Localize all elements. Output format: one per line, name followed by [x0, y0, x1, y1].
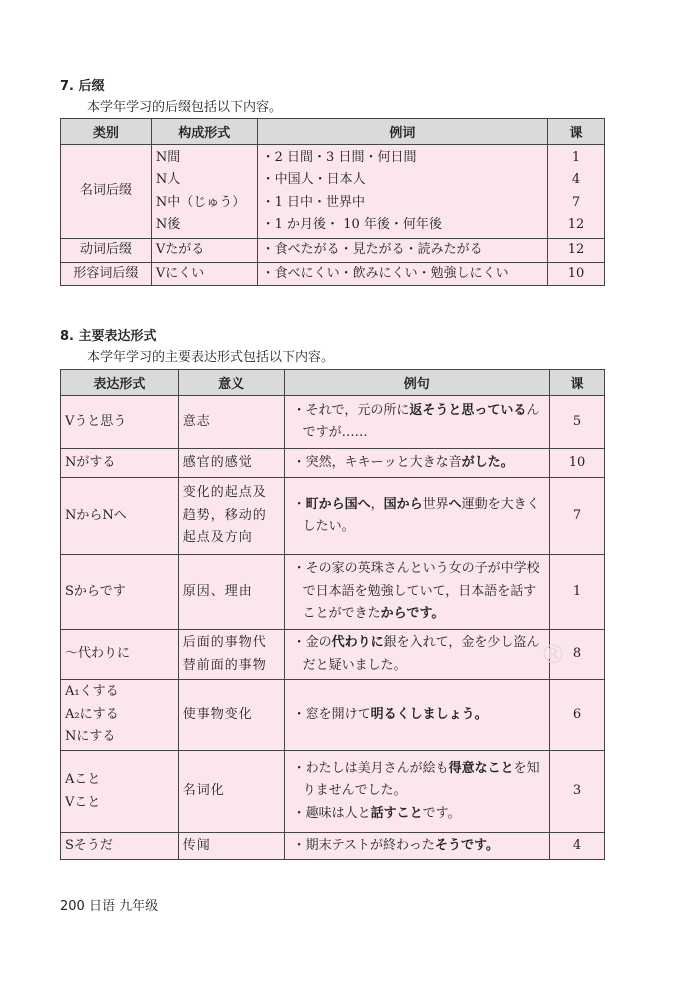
table-row [61, 396, 605, 449]
form-cell [151, 262, 257, 286]
example-cell [257, 145, 547, 239]
sentence-text: を知りませんでした。 [302, 760, 540, 799]
header-example-sentence: 例句 [284, 370, 549, 396]
key-expression: 国から [383, 496, 423, 512]
suffix-form: N人 [155, 172, 181, 187]
example-words: ・1 か月後・ 10 年後・何年後 [261, 217, 442, 232]
example-words: ・食べにくい・飲みにくい・勉強しにくい [261, 265, 509, 281]
sentence-text: 趣味は人と [305, 805, 371, 821]
meaning-cell: 意志 [178, 396, 284, 449]
sentence-text: 金の [305, 635, 332, 650]
expression-form: Sそうだ [65, 837, 113, 853]
expression-form: A₂にする [65, 706, 119, 722]
expressions-table [60, 369, 605, 860]
lesson-number: 12 [567, 217, 585, 232]
sentence-text: わたしは美月さんが絵も [305, 760, 449, 776]
lesson-number: 1 [571, 149, 581, 165]
table-row [61, 833, 605, 860]
key-expression: へ [448, 496, 462, 512]
example-cell [284, 449, 549, 478]
example-sentence: ・趣味は人と話すことです。 [292, 805, 461, 821]
expression-cell [61, 396, 179, 449]
key-expression: そうです。 [434, 837, 499, 853]
key-expression: 明るくしましょう。 [370, 706, 488, 722]
lesson-cell: 4 [550, 833, 605, 860]
sentence-text: 期末テストが終わった [305, 837, 435, 853]
key-expression: 得意なこと [448, 760, 514, 776]
lesson-cell [548, 262, 605, 286]
example-words: ・1 日中・世界中 [261, 194, 366, 210]
example-sentence: ・その家の英珠さんという女の子が中学校で日本語を勉強していて，日本語を話すことができたからです。 [292, 561, 540, 622]
expression-form: NからNへ [65, 507, 127, 523]
lesson-number: 4 [571, 172, 581, 187]
sentence-text: んですが…… [302, 402, 540, 440]
example-cell [284, 751, 549, 833]
expression-form: Aこと [65, 772, 101, 787]
example-sentence: ・それで，元の所に返そうと思っているんですが…… [292, 402, 540, 440]
category-cell: 形容词后缀 [61, 262, 152, 286]
table-row [61, 239, 605, 263]
lesson-cell: 1 [550, 555, 605, 630]
sentence-text: 突然，キキーッと大きな音 [305, 454, 462, 470]
example-sentence: ・わたしは美月さんが絵も得意なことを知りませんでした。 [292, 760, 540, 799]
suffix-form: N中（じゅう） [155, 194, 246, 210]
meaning-cell: 原因、理由 [178, 555, 284, 630]
lesson-number: 7 [571, 194, 581, 210]
sentence-text: それで，元の所に [305, 402, 410, 418]
example-words: ・中国人・日本人 [261, 172, 366, 187]
category-cell: 动词后缀 [61, 239, 152, 263]
section7-title: 7. 后缀 [60, 79, 105, 94]
header-examples: 例词 [257, 119, 547, 145]
suffix-form: N後 [155, 217, 181, 232]
form-cell [151, 239, 257, 263]
meaning-cell: 使事物变化 [178, 680, 284, 751]
lesson-cell [548, 145, 605, 239]
key-expression: がした。 [461, 454, 514, 470]
key-expression: 町から国へ [305, 496, 371, 512]
key-expression: からです。 [380, 606, 445, 622]
sentence-text: 世界 [422, 496, 449, 512]
header-expression: 表达形式 [61, 370, 179, 396]
table-row [61, 630, 605, 680]
example-cell [284, 833, 549, 860]
suffix-form: Vたがる [155, 242, 205, 257]
expression-form: Vこと [65, 794, 101, 810]
table-row [61, 145, 605, 239]
table-row [61, 449, 605, 478]
lesson-cell: 10 [550, 449, 605, 478]
page-footer: 200 日语 九年级 [60, 899, 159, 914]
example-cell [284, 555, 549, 630]
table-row [61, 262, 605, 286]
example-sentence: ・窓を開けて明るくしましょう。 [292, 706, 488, 722]
expression-cell [61, 449, 179, 478]
category-cell: 名词后缀 [61, 145, 152, 239]
example-cell [257, 262, 547, 286]
expression-form: Nがする [65, 454, 116, 470]
example-words: ・食べたがる・見たがる・読みたがる [261, 242, 483, 257]
lesson-cell: 6 [550, 680, 605, 751]
expression-form: ～代わりに [65, 646, 131, 662]
sentence-text: 銀を入れて，金を少し盗んだと疑いました。 [302, 635, 540, 673]
meaning-cell: 感官的感觉 [178, 449, 284, 478]
key-expression: 代わりに [331, 635, 384, 650]
sentence-text: ， [370, 496, 384, 512]
expression-form: A₁くする [65, 684, 119, 700]
sentence-text: 運動を大きくしたい。 [302, 496, 540, 534]
meaning-cell: 变化的起点及趋势，移动的起点及方向 [178, 478, 284, 555]
key-expression: 話すこと [370, 805, 423, 821]
expression-cell [61, 478, 179, 555]
header-lesson: 课 [548, 119, 605, 145]
example-sentence: ・町から国へ，国から世界へ運動を大きくしたい。 [292, 496, 540, 534]
expression-form: Vうと思う [65, 413, 127, 429]
sentence-text: その家の英珠さんという女の子が中学校で日本語を勉強していて，日本語を話すことができた [302, 561, 540, 622]
section7-intro: 本学年学习的后缀包括以下内容。 [87, 100, 283, 115]
sentence-text: 窓を開けて [305, 706, 371, 722]
meaning-cell: 传闻 [178, 833, 284, 860]
example-cell [284, 478, 549, 555]
header-category: 类别 [61, 119, 152, 145]
section8-title: 8. 主要表达形式 [60, 329, 157, 344]
key-expression: 返そうと思っている [409, 402, 527, 418]
expression-form: Sからです [65, 583, 126, 599]
example-cell [284, 630, 549, 680]
table-row [61, 478, 605, 555]
example-cell [257, 239, 547, 263]
lesson-number: 10 [567, 265, 585, 281]
suffix-form: Vにくい [155, 265, 205, 281]
form-cell [151, 145, 257, 239]
lesson-cell: 3 [550, 751, 605, 833]
example-sentence: ・金の代わりに銀を入れて，金を少し盗んだと疑いました。 [292, 635, 540, 673]
lesson-number: 12 [567, 242, 585, 257]
example-cell [284, 396, 549, 449]
expression-cell [61, 630, 179, 680]
watermark-logo: ® [540, 640, 566, 670]
example-words: ・2 日間・3 日間・何日間 [261, 149, 417, 165]
lesson-cell: 7 [550, 478, 605, 555]
expression-form: Nにする [65, 729, 116, 745]
suffix-table [60, 118, 605, 286]
table-row [61, 680, 605, 751]
example-sentence: ・突然，キキーッと大きな音がした。 [292, 454, 514, 470]
expression-cell [61, 555, 179, 630]
section8-intro: 本学年学习的主要表达形式包括以下内容。 [87, 350, 335, 365]
lesson-cell [548, 239, 605, 263]
table-row [61, 555, 605, 630]
header-form: 构成形式 [151, 119, 257, 145]
meaning-cell: 名词化 [178, 751, 284, 833]
suffix-form: N間 [155, 149, 181, 165]
lesson-cell: 5 [550, 396, 605, 449]
table-row [61, 751, 605, 833]
header-meaning: 意义 [178, 370, 284, 396]
header-lesson: 课 [550, 370, 605, 396]
expression-cell [61, 680, 179, 751]
meaning-cell: 后面的事物代替前面的事物 [178, 630, 284, 680]
expression-cell [61, 751, 179, 833]
sentence-text: です。 [422, 805, 461, 821]
lesson-cell: 8 [550, 630, 605, 680]
example-sentence: ・期末テストが終わったそうです。 [292, 837, 499, 853]
example-cell [284, 680, 549, 751]
expression-cell [61, 833, 179, 860]
